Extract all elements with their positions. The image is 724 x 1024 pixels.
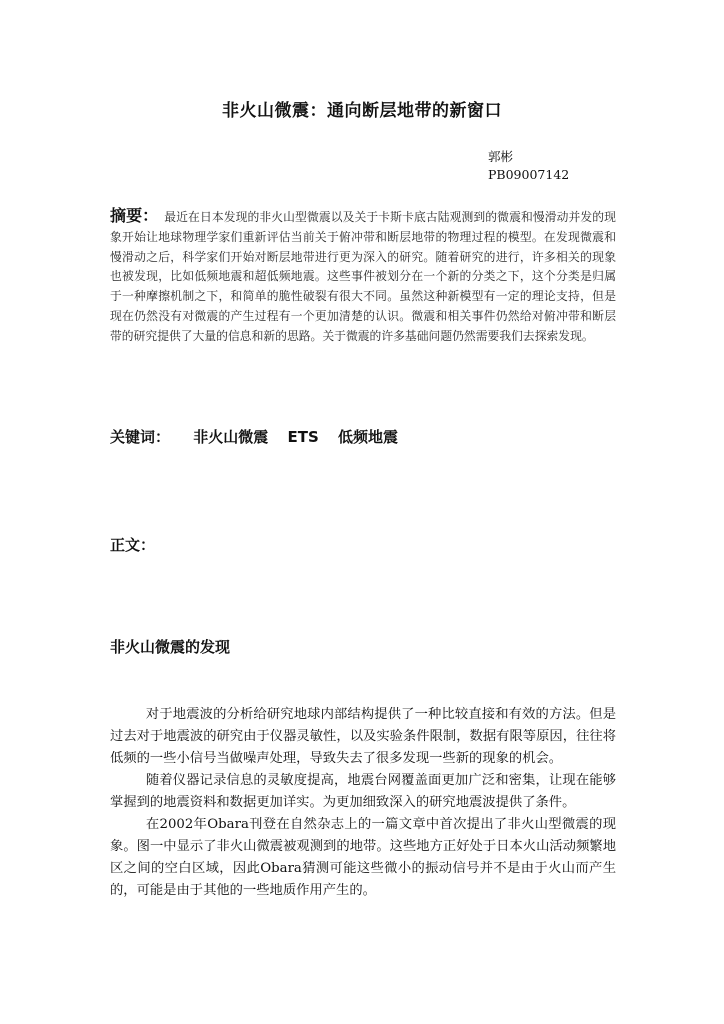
keywords-label: 关键词： [110, 428, 171, 446]
abstract-text: 最近在日本发现的非火山型微震以及关于卡斯卡底古陆观测到的微震和慢滑动并发的现象开始让地球物理学家们重新评估当前关于俯冲带和断层地带的物理过程的模型。在发现微震和慢滑动之后，科学家们开始对断层地带进行更为深入的研究。随着研究的进行，许多相关的现象也被发现，比如低频地震和超低频地震。这些事件被划分在一个新的分类之下，这个分类是归属于一种摩擦机制之下，和简单的脆性破裂有很大不同。虽然这种新模型有一定的理论支持，但是现在仍然没有对微震的产生过程有一个更加清楚的认识。微震和相关事件仍然给对俯冲带和断层带的研究提供了大量的信息和新的思路。关于微震的许多基础问题仍然需要我们去探索发现。 [110, 210, 616, 343]
body-paragraph: 在2002年Obara刊登在自然杂志上的一篇文章中首次提出了非火山型微震的现象。图一中显示了非火山微震被观测到的地带。这些地方正好处于日本火山活动频繁地区之间的空白区域，因此Obara猜测可能这些微小的振动信号并不是由于火山而产生的，可能是由于其他的一些地质作用产生的。 [110, 817, 616, 898]
keyword-item: ETS [287, 428, 319, 446]
keyword-item: 低频地震 [338, 428, 399, 446]
section-heading-discovery: 非火山微震的发现 [110, 638, 231, 656]
keyword-item: 非火山微震 [193, 428, 269, 446]
body-paragraph: 随着仪器记录信息的灵敏度提高，地震台网覆盖面更加广泛和密集，让现在能够掌握到的地震资料和数据更加详实。为更加细致深入的研究地震波提供了条件。 [110, 773, 616, 810]
student-id: PB09007142 [488, 167, 570, 182]
body-paragraph: 对于地震波的分析给研究地球内部结构提供了一种比较直接和有效的方法。但是过去对于地震波的研究由于仪器灵敏性，以及实验条件限制，数据有限等原因，往往将低频的一些小信号当做噪声处理，导致失去了很多发现一些新的现象的机会。 [110, 707, 616, 766]
author-name: 郭彬 [488, 149, 514, 164]
author-block [488, 148, 569, 184]
abstract [110, 206, 616, 347]
body-text [110, 704, 616, 902]
main-body-label: 正文： [110, 536, 156, 554]
abstract-label: 摘要： [110, 206, 159, 225]
paper-title: 非火山微震：通向断层地带的新窗口 [222, 101, 502, 121]
keywords-line [110, 426, 412, 447]
